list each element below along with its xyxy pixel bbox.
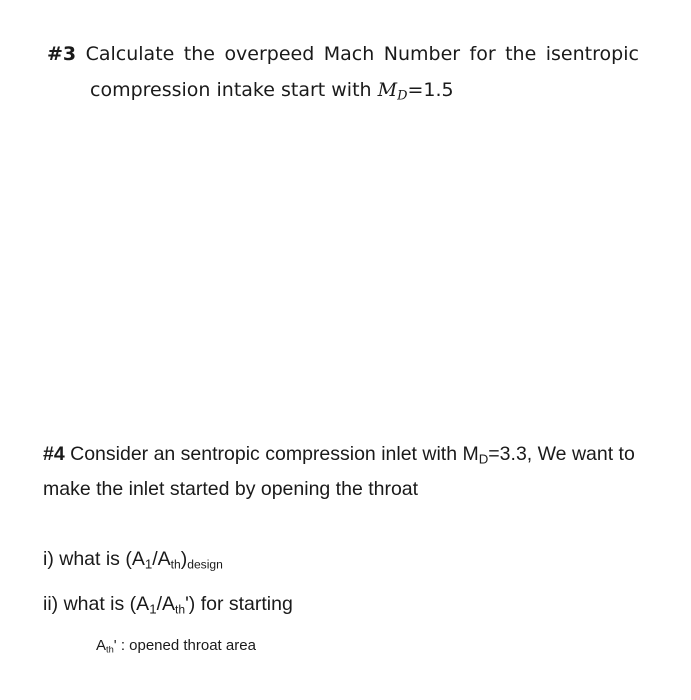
- problem-3-word: the: [505, 43, 537, 65]
- mach-design-symbol: $M_D$: [377, 79, 408, 104]
- throat-area-note: $A_{th}'$ : opened throat area: [96, 637, 256, 655]
- problem-3-number: #3: [47, 43, 77, 65]
- question-2: ii) what is $(A_1/A_{th}')$ for starting: [43, 593, 293, 617]
- mach-design-value: =1.5: [407, 79, 454, 101]
- problem-4-text: =3.3, We want to: [488, 443, 635, 465]
- problem-3-word: Calculate: [85, 43, 175, 65]
- problem-4-text: Consider an sentropic compression inlet with M: [64, 443, 479, 465]
- problem-3-word: the: [183, 43, 215, 65]
- problem-4-line-1: [43, 440, 653, 468]
- problem-4-text: make the inlet started by opening the throat: [43, 478, 419, 500]
- problem-3-word: Number: [383, 43, 461, 65]
- problem-3-word: for: [469, 43, 496, 65]
- question-1: i) what is $(A_1/A_{th})_{design}$: [43, 548, 223, 572]
- problem-4-line-2: [43, 475, 653, 503]
- problem-3-word: overpeed: [224, 43, 315, 65]
- problem-3-text: compression intake start with: [90, 79, 378, 101]
- mach-design-subscript: D: [478, 451, 489, 467]
- problem-4: [43, 440, 653, 503]
- problem-4-number: #4: [43, 443, 65, 465]
- problem-3-line-1: [47, 40, 639, 68]
- problem-3-word: isentropic: [545, 43, 639, 65]
- problem-3-word: Mach: [323, 43, 375, 65]
- problem-3-line-2: [47, 76, 639, 104]
- problem-3: [47, 40, 639, 104]
